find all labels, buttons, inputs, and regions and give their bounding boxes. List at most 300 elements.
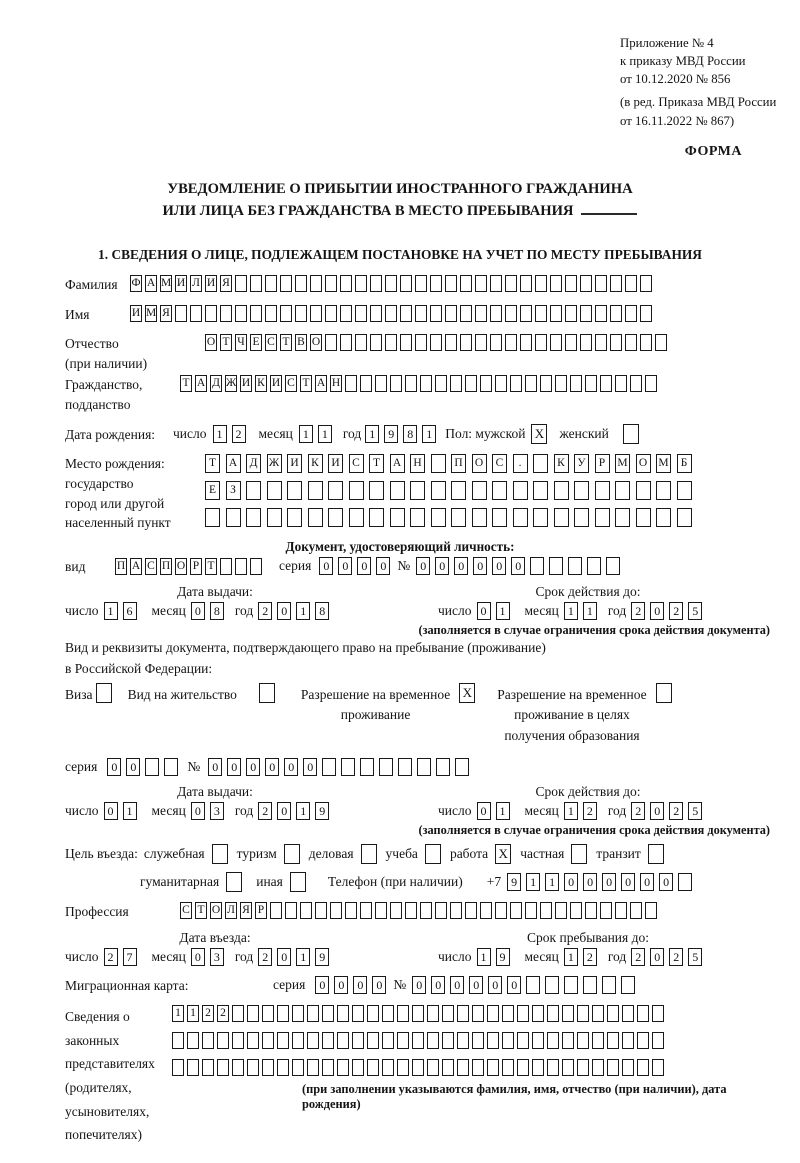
- char-box[interactable]: 0: [650, 802, 664, 820]
- char-box[interactable]: [262, 1059, 274, 1076]
- char-box[interactable]: 0: [659, 873, 673, 891]
- char-box[interactable]: 8: [315, 602, 329, 620]
- char-box[interactable]: [417, 758, 431, 776]
- char-box[interactable]: [405, 902, 417, 919]
- char-box[interactable]: Л: [225, 902, 237, 919]
- char-box[interactable]: [513, 481, 528, 500]
- char-box[interactable]: [287, 508, 302, 527]
- char-box[interactable]: В: [295, 334, 307, 351]
- char-box[interactable]: 1: [104, 602, 118, 620]
- char-box[interactable]: [190, 305, 202, 322]
- char-box[interactable]: 2: [258, 948, 272, 966]
- char-box[interactable]: А: [315, 375, 327, 392]
- char-box[interactable]: 1: [318, 425, 332, 443]
- char-box[interactable]: [352, 1059, 364, 1076]
- char-box[interactable]: С: [492, 454, 507, 473]
- char-box[interactable]: И: [205, 275, 217, 292]
- char-box[interactable]: [480, 375, 492, 392]
- char-box[interactable]: [164, 758, 178, 776]
- char-box[interactable]: [580, 275, 592, 292]
- char-box[interactable]: 1: [187, 1005, 199, 1022]
- char-box[interactable]: 1: [172, 1005, 184, 1022]
- char-box[interactable]: [328, 508, 343, 527]
- char-box[interactable]: [625, 334, 637, 351]
- char-box[interactable]: [520, 334, 532, 351]
- char-box[interactable]: [656, 683, 672, 703]
- char-box[interactable]: [212, 844, 228, 864]
- char-box[interactable]: 0: [334, 976, 348, 994]
- char-box[interactable]: [308, 508, 323, 527]
- char-box[interactable]: [292, 1005, 304, 1022]
- char-box[interactable]: И: [130, 305, 142, 322]
- char-box[interactable]: [678, 873, 692, 891]
- char-box[interactable]: [533, 508, 548, 527]
- char-box[interactable]: [571, 844, 587, 864]
- char-box[interactable]: Р: [595, 454, 610, 473]
- char-box[interactable]: [217, 1032, 229, 1049]
- char-box[interactable]: [300, 902, 312, 919]
- char-box[interactable]: [220, 305, 232, 322]
- char-box[interactable]: 1: [296, 602, 310, 620]
- char-box[interactable]: [349, 508, 364, 527]
- char-box[interactable]: А: [195, 375, 207, 392]
- char-box[interactable]: [369, 508, 384, 527]
- char-box[interactable]: [355, 275, 367, 292]
- char-box[interactable]: [622, 1032, 634, 1049]
- char-box[interactable]: [250, 558, 262, 575]
- char-box[interactable]: [382, 1005, 394, 1022]
- char-box[interactable]: [577, 1032, 589, 1049]
- char-box[interactable]: [550, 305, 562, 322]
- char-box[interactable]: 9: [384, 425, 398, 443]
- char-box[interactable]: 0: [511, 557, 525, 575]
- char-box[interactable]: [145, 758, 159, 776]
- char-box[interactable]: [592, 1005, 604, 1022]
- char-box[interactable]: [172, 1059, 184, 1076]
- char-box[interactable]: 2: [669, 602, 683, 620]
- char-box[interactable]: 0: [450, 976, 464, 994]
- char-box[interactable]: [490, 334, 502, 351]
- char-box[interactable]: Д: [246, 454, 261, 473]
- char-box[interactable]: [562, 1032, 574, 1049]
- char-box[interactable]: 9: [496, 948, 510, 966]
- char-box[interactable]: Ж: [267, 454, 282, 473]
- char-box[interactable]: [267, 481, 282, 500]
- char-box[interactable]: [235, 275, 247, 292]
- char-box[interactable]: [492, 481, 507, 500]
- char-box[interactable]: [550, 334, 562, 351]
- char-box[interactable]: [640, 275, 652, 292]
- char-box[interactable]: [592, 1059, 604, 1076]
- char-box[interactable]: [525, 375, 537, 392]
- char-box[interactable]: [610, 275, 622, 292]
- char-box[interactable]: [246, 481, 261, 500]
- char-box[interactable]: [636, 481, 651, 500]
- char-box[interactable]: [600, 375, 612, 392]
- char-box[interactable]: [398, 758, 412, 776]
- char-box[interactable]: [637, 1032, 649, 1049]
- char-box[interactable]: [435, 902, 447, 919]
- char-box[interactable]: [595, 334, 607, 351]
- char-box[interactable]: Т: [205, 454, 220, 473]
- char-box[interactable]: [430, 334, 442, 351]
- char-box[interactable]: [637, 1005, 649, 1022]
- char-box[interactable]: [410, 508, 425, 527]
- char-box[interactable]: 6: [123, 602, 137, 620]
- char-box[interactable]: Т: [280, 334, 292, 351]
- char-box[interactable]: 0: [435, 557, 449, 575]
- char-box[interactable]: [570, 902, 582, 919]
- char-box[interactable]: [375, 902, 387, 919]
- char-box[interactable]: Р: [255, 902, 267, 919]
- char-box[interactable]: [645, 375, 657, 392]
- char-box[interactable]: [430, 275, 442, 292]
- char-box[interactable]: 1: [296, 802, 310, 820]
- char-box[interactable]: 0: [338, 557, 352, 575]
- char-box[interactable]: К: [308, 454, 323, 473]
- char-box[interactable]: [337, 1059, 349, 1076]
- char-box[interactable]: [340, 305, 352, 322]
- char-box[interactable]: [385, 334, 397, 351]
- char-box[interactable]: 0: [412, 976, 426, 994]
- char-box[interactable]: [415, 334, 427, 351]
- char-box[interactable]: [330, 902, 342, 919]
- char-box[interactable]: О: [310, 334, 322, 351]
- char-box[interactable]: [652, 1059, 664, 1076]
- char-box[interactable]: 1: [496, 602, 510, 620]
- char-box[interactable]: [397, 1005, 409, 1022]
- char-box[interactable]: [465, 375, 477, 392]
- char-box[interactable]: 0: [469, 976, 483, 994]
- char-box[interactable]: [640, 334, 652, 351]
- char-box[interactable]: [280, 275, 292, 292]
- char-box[interactable]: 1: [213, 425, 227, 443]
- char-box[interactable]: [595, 305, 607, 322]
- char-box[interactable]: [445, 305, 457, 322]
- char-box[interactable]: А: [130, 558, 142, 575]
- char-box[interactable]: [385, 305, 397, 322]
- char-box[interactable]: [325, 275, 337, 292]
- char-box[interactable]: 1: [365, 425, 379, 443]
- char-box[interactable]: [370, 305, 382, 322]
- char-box[interactable]: [583, 976, 597, 994]
- char-box[interactable]: [457, 1059, 469, 1076]
- char-box[interactable]: 2: [217, 1005, 229, 1022]
- char-box[interactable]: [322, 1032, 334, 1049]
- char-box[interactable]: 0: [126, 758, 140, 776]
- char-box[interactable]: И: [175, 275, 187, 292]
- char-box[interactable]: Я: [240, 902, 252, 919]
- char-box[interactable]: [355, 334, 367, 351]
- char-box[interactable]: [175, 305, 187, 322]
- char-box[interactable]: Т: [180, 375, 192, 392]
- char-box[interactable]: Ф: [130, 275, 142, 292]
- char-box[interactable]: П: [115, 558, 127, 575]
- char-box[interactable]: [549, 557, 563, 575]
- char-box[interactable]: [322, 758, 336, 776]
- char-box[interactable]: 8: [403, 425, 417, 443]
- char-box[interactable]: [554, 481, 569, 500]
- char-box[interactable]: [615, 375, 627, 392]
- char-box[interactable]: [540, 375, 552, 392]
- char-box[interactable]: [475, 334, 487, 351]
- char-box[interactable]: [677, 508, 692, 527]
- char-box[interactable]: Б: [677, 454, 692, 473]
- char-box[interactable]: [361, 844, 377, 864]
- char-box[interactable]: [235, 305, 247, 322]
- char-box[interactable]: [379, 758, 393, 776]
- char-box[interactable]: 0: [277, 802, 291, 820]
- char-box[interactable]: 1: [526, 873, 540, 891]
- char-box[interactable]: А: [390, 454, 405, 473]
- char-box[interactable]: [430, 305, 442, 322]
- char-box[interactable]: 2: [258, 802, 272, 820]
- char-box[interactable]: [325, 305, 337, 322]
- char-box[interactable]: [250, 305, 262, 322]
- char-box[interactable]: 1: [123, 802, 137, 820]
- char-box[interactable]: [247, 1032, 259, 1049]
- char-box[interactable]: [472, 508, 487, 527]
- char-box[interactable]: [607, 1059, 619, 1076]
- char-box[interactable]: [382, 1059, 394, 1076]
- char-box[interactable]: [187, 1059, 199, 1076]
- char-box[interactable]: [621, 976, 635, 994]
- char-box[interactable]: [532, 1059, 544, 1076]
- char-box[interactable]: [337, 1032, 349, 1049]
- char-box[interactable]: [295, 275, 307, 292]
- char-box[interactable]: [451, 481, 466, 500]
- char-box[interactable]: Р: [190, 558, 202, 575]
- char-box[interactable]: [410, 481, 425, 500]
- char-box[interactable]: [322, 1059, 334, 1076]
- char-box[interactable]: 7: [123, 948, 137, 966]
- char-box[interactable]: [341, 758, 355, 776]
- char-box[interactable]: [607, 1005, 619, 1022]
- char-box[interactable]: 2: [232, 425, 246, 443]
- char-box[interactable]: [427, 1032, 439, 1049]
- char-box[interactable]: 0: [621, 873, 635, 891]
- char-box[interactable]: [568, 557, 582, 575]
- char-box[interactable]: [520, 275, 532, 292]
- char-box[interactable]: [460, 305, 472, 322]
- char-box[interactable]: [472, 1032, 484, 1049]
- char-box[interactable]: [360, 758, 374, 776]
- char-box[interactable]: [550, 275, 562, 292]
- char-box[interactable]: [564, 976, 578, 994]
- char-box[interactable]: [405, 375, 417, 392]
- char-box[interactable]: [328, 481, 343, 500]
- char-box[interactable]: [460, 275, 472, 292]
- char-box[interactable]: [592, 1032, 604, 1049]
- char-box[interactable]: 0: [107, 758, 121, 776]
- char-box[interactable]: [355, 305, 367, 322]
- char-box[interactable]: 0: [319, 557, 333, 575]
- char-box[interactable]: [202, 1059, 214, 1076]
- char-box[interactable]: [369, 481, 384, 500]
- char-box[interactable]: [505, 305, 517, 322]
- char-box[interactable]: 0: [284, 758, 298, 776]
- char-box[interactable]: [574, 481, 589, 500]
- char-box[interactable]: [555, 902, 567, 919]
- char-box[interactable]: Я: [220, 275, 232, 292]
- char-box[interactable]: 0: [602, 873, 616, 891]
- char-box[interactable]: [370, 275, 382, 292]
- char-box[interactable]: 0: [477, 802, 491, 820]
- char-box[interactable]: [322, 1005, 334, 1022]
- char-box[interactable]: [202, 1032, 214, 1049]
- char-box[interactable]: [412, 1032, 424, 1049]
- char-box[interactable]: [502, 1005, 514, 1022]
- char-box[interactable]: [205, 305, 217, 322]
- char-box[interactable]: 2: [202, 1005, 214, 1022]
- char-box[interactable]: 0: [191, 948, 205, 966]
- char-box[interactable]: 5: [688, 948, 702, 966]
- char-box[interactable]: [622, 1059, 634, 1076]
- char-box[interactable]: [360, 375, 372, 392]
- char-box[interactable]: [490, 305, 502, 322]
- char-box[interactable]: А: [226, 454, 241, 473]
- char-box[interactable]: 3: [210, 802, 224, 820]
- char-box[interactable]: [465, 902, 477, 919]
- char-box[interactable]: Ж: [225, 375, 237, 392]
- char-box[interactable]: [370, 334, 382, 351]
- char-box[interactable]: [595, 275, 607, 292]
- char-box[interactable]: [360, 902, 372, 919]
- char-box[interactable]: 0: [650, 602, 664, 620]
- char-box[interactable]: [172, 1032, 184, 1049]
- char-box[interactable]: [295, 305, 307, 322]
- char-box[interactable]: 1: [564, 602, 578, 620]
- char-box[interactable]: [457, 1032, 469, 1049]
- char-box[interactable]: [577, 1059, 589, 1076]
- char-box[interactable]: [533, 454, 548, 473]
- char-box[interactable]: [450, 375, 462, 392]
- char-box[interactable]: [246, 508, 261, 527]
- char-box[interactable]: Л: [190, 275, 202, 292]
- char-box[interactable]: [397, 1032, 409, 1049]
- char-box[interactable]: [585, 375, 597, 392]
- char-box[interactable]: [277, 1059, 289, 1076]
- char-box[interactable]: [382, 1032, 394, 1049]
- char-box[interactable]: И: [287, 454, 302, 473]
- char-box[interactable]: И: [328, 454, 343, 473]
- char-box[interactable]: [460, 334, 472, 351]
- char-box[interactable]: [435, 375, 447, 392]
- char-box[interactable]: [487, 1059, 499, 1076]
- char-box[interactable]: О: [205, 334, 217, 351]
- char-box[interactable]: [532, 1032, 544, 1049]
- char-box[interactable]: [284, 844, 300, 864]
- char-box[interactable]: [307, 1032, 319, 1049]
- char-box[interactable]: [277, 1032, 289, 1049]
- char-box[interactable]: [292, 1059, 304, 1076]
- char-box[interactable]: 2: [583, 802, 597, 820]
- char-box[interactable]: 8: [210, 602, 224, 620]
- char-box[interactable]: [280, 305, 292, 322]
- char-box[interactable]: 1: [564, 802, 578, 820]
- char-box[interactable]: Т: [220, 334, 232, 351]
- char-box[interactable]: [220, 558, 232, 575]
- char-box[interactable]: [625, 275, 637, 292]
- char-box[interactable]: [436, 758, 450, 776]
- char-box[interactable]: [340, 334, 352, 351]
- char-box[interactable]: С: [265, 334, 277, 351]
- char-box[interactable]: [520, 305, 532, 322]
- char-box[interactable]: [652, 1032, 664, 1049]
- char-box[interactable]: 0: [454, 557, 468, 575]
- char-box[interactable]: [490, 275, 502, 292]
- char-box[interactable]: [397, 1059, 409, 1076]
- char-box[interactable]: [610, 305, 622, 322]
- char-box[interactable]: [656, 481, 671, 500]
- char-box[interactable]: 5: [688, 602, 702, 620]
- char-box[interactable]: 3: [210, 948, 224, 966]
- char-box[interactable]: [265, 275, 277, 292]
- char-box[interactable]: 2: [104, 948, 118, 966]
- char-box[interactable]: [570, 375, 582, 392]
- char-box[interactable]: [427, 1059, 439, 1076]
- char-box[interactable]: [259, 683, 275, 703]
- char-box[interactable]: С: [349, 454, 364, 473]
- char-box[interactable]: [235, 558, 247, 575]
- char-box[interactable]: И: [270, 375, 282, 392]
- char-box[interactable]: [600, 902, 612, 919]
- char-box[interactable]: [420, 375, 432, 392]
- char-box[interactable]: [562, 1059, 574, 1076]
- char-box[interactable]: 1: [583, 602, 597, 620]
- char-box[interactable]: [290, 872, 306, 892]
- char-box[interactable]: [352, 1005, 364, 1022]
- char-box[interactable]: X: [531, 424, 547, 444]
- char-box[interactable]: 9: [507, 873, 521, 891]
- char-box[interactable]: [472, 481, 487, 500]
- char-box[interactable]: 0: [208, 758, 222, 776]
- char-box[interactable]: [533, 481, 548, 500]
- char-box[interactable]: [622, 1005, 634, 1022]
- char-box[interactable]: [445, 275, 457, 292]
- char-box[interactable]: 9: [315, 948, 329, 966]
- char-box[interactable]: [648, 844, 664, 864]
- char-box[interactable]: Ч: [235, 334, 247, 351]
- char-box[interactable]: О: [636, 454, 651, 473]
- char-box[interactable]: 0: [583, 873, 597, 891]
- char-box[interactable]: 1: [299, 425, 313, 443]
- char-box[interactable]: 0: [303, 758, 317, 776]
- char-box[interactable]: [565, 275, 577, 292]
- char-box[interactable]: [232, 1032, 244, 1049]
- char-box[interactable]: [325, 334, 337, 351]
- char-box[interactable]: 0: [650, 948, 664, 966]
- char-box[interactable]: К: [554, 454, 569, 473]
- char-box[interactable]: 0: [416, 557, 430, 575]
- char-box[interactable]: [277, 1005, 289, 1022]
- char-box[interactable]: [310, 275, 322, 292]
- char-box[interactable]: [450, 902, 462, 919]
- char-box[interactable]: .: [513, 454, 528, 473]
- char-box[interactable]: [367, 1059, 379, 1076]
- char-box[interactable]: [427, 1005, 439, 1022]
- char-box[interactable]: [652, 1005, 664, 1022]
- char-box[interactable]: 2: [258, 602, 272, 620]
- char-box[interactable]: [517, 1005, 529, 1022]
- char-box[interactable]: Д: [210, 375, 222, 392]
- char-box[interactable]: М: [145, 305, 157, 322]
- char-box[interactable]: Т: [300, 375, 312, 392]
- char-box[interactable]: С: [145, 558, 157, 575]
- char-box[interactable]: [577, 1005, 589, 1022]
- char-box[interactable]: М: [160, 275, 172, 292]
- char-box[interactable]: [310, 305, 322, 322]
